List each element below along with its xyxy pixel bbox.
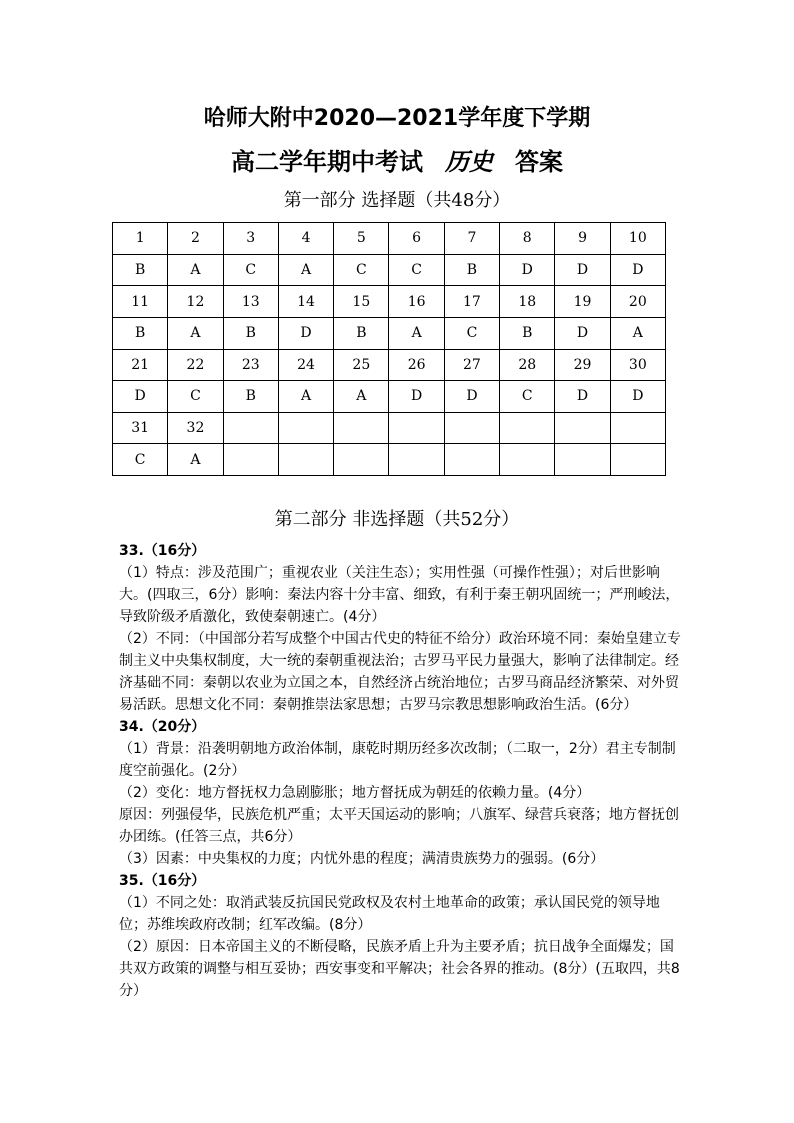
answer-key-cell: C — [168, 381, 223, 413]
question-number-cell: 9 — [555, 223, 610, 255]
question-number-cell: 22 — [168, 349, 223, 381]
question-number-row — [113, 286, 666, 318]
part1-heading: 第一部分 选择题（共48分） — [283, 190, 511, 211]
question-number-cell: 32 — [168, 412, 223, 444]
answer-key-cell: B — [223, 317, 278, 349]
question-number-cell — [278, 412, 333, 444]
question-number-cell: 5 — [334, 223, 389, 255]
question-number-cell: 23 — [223, 349, 278, 381]
answer-key-cell: D — [113, 381, 168, 413]
answer-key-cell — [389, 444, 444, 476]
question-number-cell: 8 — [500, 223, 555, 255]
question-number-cell: 24 — [278, 349, 333, 381]
question-number-cell: 15 — [334, 286, 389, 318]
answer-key-cell: C — [389, 254, 444, 286]
question-number-cell — [389, 412, 444, 444]
school-title: 哈师大附中2020—2021学年度下学期 — [203, 106, 591, 131]
answer-key-cell: D — [500, 254, 555, 286]
question-number-cell: 29 — [555, 349, 610, 381]
answer-key-cell — [444, 444, 499, 476]
question-number-cell: 10 — [610, 223, 665, 255]
question-number-cell: 11 — [113, 286, 168, 318]
answer-key-cell: B — [113, 317, 168, 349]
question-number-row — [113, 412, 666, 444]
answer-key-cell: A — [278, 254, 333, 286]
answer-paragraph: （1）特点：涉及范围广；重视农业（关注生态）；实用性强（可操作性强）；对后世影响大。(四取三，6分）影响：秦法内容十分丰富、细致，有利于秦王朝巩固统一；严刑峻法，导致阶级矛盾激化，致使秦朝速亡。(4分） — [119, 565, 680, 625]
answer-key-row — [113, 444, 666, 476]
answer-key-cell: C — [334, 254, 389, 286]
question-title: 34.（20分） — [119, 719, 206, 735]
answer-table — [112, 222, 666, 476]
answer-paragraph: （1）背景：沿袭明朝地方政治体制，康乾时期历经多次改制；（二取一，2分）君主专制制度空前强化。(2分） — [119, 741, 676, 779]
question-number-cell — [555, 412, 610, 444]
answer-key-cell: A — [334, 381, 389, 413]
question-number-cell — [610, 412, 665, 444]
exam-title — [0, 146, 794, 178]
question-number-cell: 3 — [223, 223, 278, 255]
subjective-answers — [119, 540, 685, 1002]
answer-key-cell: D — [555, 381, 610, 413]
answer-key-cell: A — [168, 254, 223, 286]
answer-key-cell: B — [223, 381, 278, 413]
question-number-cell: 31 — [113, 412, 168, 444]
question-number-row — [113, 349, 666, 381]
question-number-cell: 30 — [610, 349, 665, 381]
subject-name: 历史 — [445, 147, 493, 176]
answer-key-row — [113, 254, 666, 286]
question-number-cell — [223, 412, 278, 444]
question-number-cell: 13 — [223, 286, 278, 318]
answer-key-cell: C — [444, 317, 499, 349]
answer-key-cell: B — [444, 254, 499, 286]
answer-paragraph: （2）不同：（中国部分若写成整个中国古代史的特征不给分）政治环境不同：秦始皇建立专制主义中央集权制度，大一统的秦朝重视法治；古罗马平民力量强大，影响了法律制定。经济基础不同：秦朝以农业为立国之本，自然经济占统治地位；古罗马商品经济繁荣、对外贸易活跃。思想文化不同：秦朝推崇法家思想；古罗马宗教思想影响政治生活。(6分） — [119, 631, 681, 713]
answer-key-cell — [223, 444, 278, 476]
answer-key-cell: B — [334, 317, 389, 349]
answer-key-cell: A — [168, 444, 223, 476]
answer-key-cell — [610, 444, 665, 476]
question-number-cell: 1 — [113, 223, 168, 255]
answer-key-cell: D — [610, 381, 665, 413]
question-number-cell: 4 — [278, 223, 333, 255]
question-number-cell: 18 — [500, 286, 555, 318]
question-title: 33.（16分） — [119, 543, 206, 559]
answer-key-cell: D — [444, 381, 499, 413]
answer-key-cell: D — [278, 317, 333, 349]
question-number-cell: 25 — [334, 349, 389, 381]
answer-key-row — [113, 381, 666, 413]
answer-key-cell: D — [389, 381, 444, 413]
question-number-cell: 12 — [168, 286, 223, 318]
answer-key-cell: A — [389, 317, 444, 349]
exam-prefix: 高二学年期中考试 — [231, 148, 423, 176]
answer-key-cell: A — [168, 317, 223, 349]
answer-paragraph: （3）因素：中央集权的力度；内忧外患的程度；满清贵族势力的强弱。(6分） — [119, 851, 605, 867]
part2-heading: 第二部分 非选择题（共52分） — [274, 509, 520, 530]
question-number-cell: 2 — [168, 223, 223, 255]
answer-paragraph: （2）原因：日本帝国主义的不断侵略，民族矛盾上升为主要矛盾；抗日战争全面爆发；国共双方政策的调整与相互妥协；西安事变和平解决；社会各界的推动。(8分）(五取四，共8分） — [119, 939, 680, 999]
question-number-cell — [444, 412, 499, 444]
question-number-cell: 14 — [278, 286, 333, 318]
question-number-cell: 6 — [389, 223, 444, 255]
answer-key-cell: D — [555, 254, 610, 286]
answer-key-cell — [334, 444, 389, 476]
answer-key-cell: D — [555, 317, 610, 349]
answer-key-cell: B — [113, 254, 168, 286]
question-number-cell — [334, 412, 389, 444]
answer-key-cell — [555, 444, 610, 476]
answer-key-cell: A — [278, 381, 333, 413]
question-number-cell: 16 — [389, 286, 444, 318]
answer-paragraph: 原因：列强侵华，民族危机严重；太平天国运动的影响；八旗军、绿营兵衰落；地方督抚创办团练。(任答三点，共6分） — [119, 807, 679, 845]
answer-key-cell: C — [223, 254, 278, 286]
answer-key-cell — [278, 444, 333, 476]
question-number-cell: 7 — [444, 223, 499, 255]
question-number-cell: 17 — [444, 286, 499, 318]
question-number-cell: 21 — [113, 349, 168, 381]
answer-paragraph: （2）变化：地方督抚权力急剧膨胀；地方督抚成为朝廷的依赖力量。(4分） — [119, 785, 591, 801]
answer-key-cell: C — [113, 444, 168, 476]
question-number-cell: 20 — [610, 286, 665, 318]
question-number-row — [113, 223, 666, 255]
question-number-cell: 27 — [444, 349, 499, 381]
question-title: 35.（16分） — [119, 873, 206, 889]
answer-key-row — [113, 317, 666, 349]
question-number-cell — [500, 412, 555, 444]
question-number-cell: 19 — [555, 286, 610, 318]
answer-key-cell — [500, 444, 555, 476]
question-number-cell: 26 — [389, 349, 444, 381]
answer-key-cell: A — [610, 317, 665, 349]
answer-key-cell: D — [610, 254, 665, 286]
answer-key-cell: C — [500, 381, 555, 413]
answer-paragraph: （1）不同之处：取消武装反抗国民党政权及农村土地革命的政策；承认国民党的领导地位；苏维埃政府改制；红军改编。(8分） — [119, 895, 660, 933]
answer-key-cell: B — [500, 317, 555, 349]
answer-label: 答案 — [515, 148, 563, 176]
question-number-cell: 28 — [500, 349, 555, 381]
